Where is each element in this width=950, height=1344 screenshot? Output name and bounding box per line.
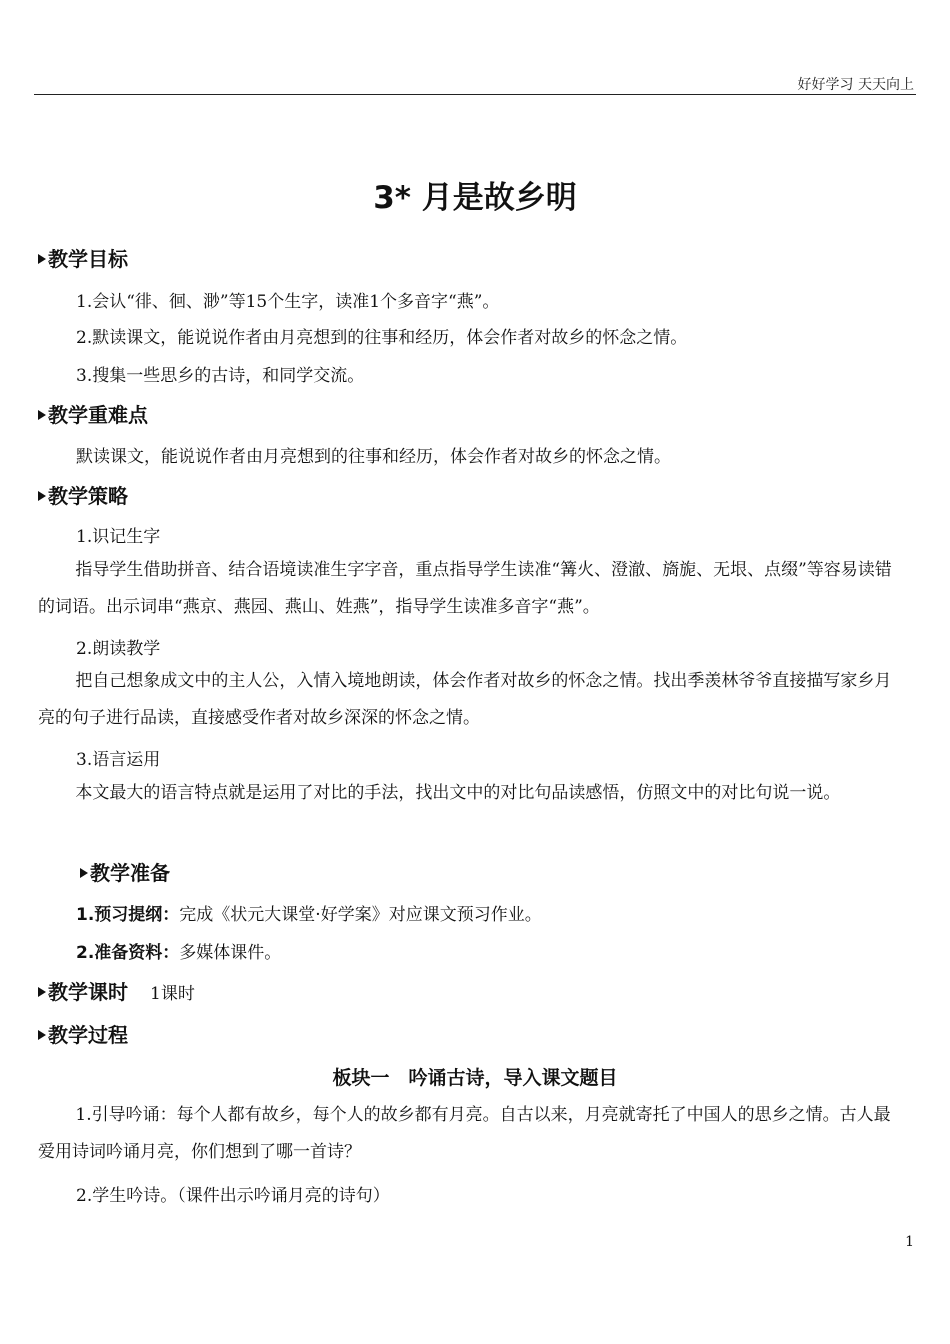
triangle-bullet-icon [38, 1030, 46, 1040]
hours-value: 1课时 [150, 984, 195, 1004]
preparation-text: 多媒体课件。 [179, 943, 282, 963]
triangle-bullet-icon [80, 868, 88, 878]
strategy-text: 指导学生借助拼音、结合语境读准生字字音，重点指导学生读准“篝火、澄澈、旖旎、无垠、点缀”等容易读错的词语。出示词串“燕京、燕园、燕山、姓燕”，指导学生读准多音字“燕”。 [38, 560, 892, 617]
strategy-text: 本文最大的语言特点就是运用了对比的手法，找出文中的对比句品读感悟，仿照文中的对比句说一说。 [75, 783, 841, 803]
preparation-item [76, 938, 281, 963]
header-divider [34, 94, 916, 95]
strategy-label: 2.朗读教学 [76, 639, 161, 659]
page-number: 1 [905, 1234, 914, 1250]
strategy-label: 1.识记生字 [76, 527, 161, 547]
goal-item: 1.会认“徘、徊、渺”等15个生字，读准1个多音字“燕”。 [76, 292, 500, 312]
key-points-text: 默读课文，能说说作者由月亮想到的往事和经历，体会作者对故乡的怀念之情。 [76, 447, 671, 467]
strategy-label: 3.语言运用 [76, 750, 161, 770]
process-item: 1.引导吟诵：每个人都有故乡，每个人的故乡都有月亮。自古以来，月亮就寄托了中国人的思乡之情。古人最爱用诗词吟诵月亮，你们想到了哪一首诗？ [38, 1105, 891, 1162]
process-item: 2.学生吟诗。（课件出示吟诵月亮的诗句） [76, 1186, 390, 1206]
section-heading-hours: 教学课时 1课时 [38, 976, 195, 1005]
triangle-bullet-icon [38, 987, 46, 997]
preparation-label: 1.预习提纲： [76, 905, 180, 925]
section-heading-goals: 教学目标 [38, 243, 128, 272]
section-heading-process: 教学过程 [38, 1019, 128, 1048]
preparation-label: 2.准备资料： [76, 943, 180, 963]
preparation-text: 完成《状元大课堂·好学案》对应课文预习作业。 [179, 905, 542, 925]
header-slogan: 好好学习 天天向上 [797, 77, 914, 93]
goal-item: 3.搜集一些思乡的古诗，和同学交流。 [76, 366, 365, 386]
section-heading-key-points: 教学重难点 [38, 399, 148, 428]
triangle-bullet-icon [38, 254, 46, 264]
goal-item: 2.默读课文，能说说作者由月亮想到的往事和经历，体会作者对故乡的怀念之情。 [76, 328, 688, 348]
triangle-bullet-icon [38, 491, 46, 501]
lesson-title: 3* 月是故乡明 [373, 180, 577, 216]
section-heading-preparation: 教学准备 [80, 857, 170, 886]
block-title: 板块一 吟诵古诗，导入课文题目 [332, 1067, 618, 1089]
strategy-text: 把自己想象成文中的主人公，入情入境地朗读，体会作者对故乡的怀念之情。找出季羡林爷爷直接描写家乡月亮的句子进行品读，直接感受作者对故乡深深的怀念之情。 [38, 671, 892, 728]
section-heading-strategy: 教学策略 [38, 480, 128, 509]
triangle-bullet-icon [38, 410, 46, 420]
preparation-item [76, 900, 542, 925]
